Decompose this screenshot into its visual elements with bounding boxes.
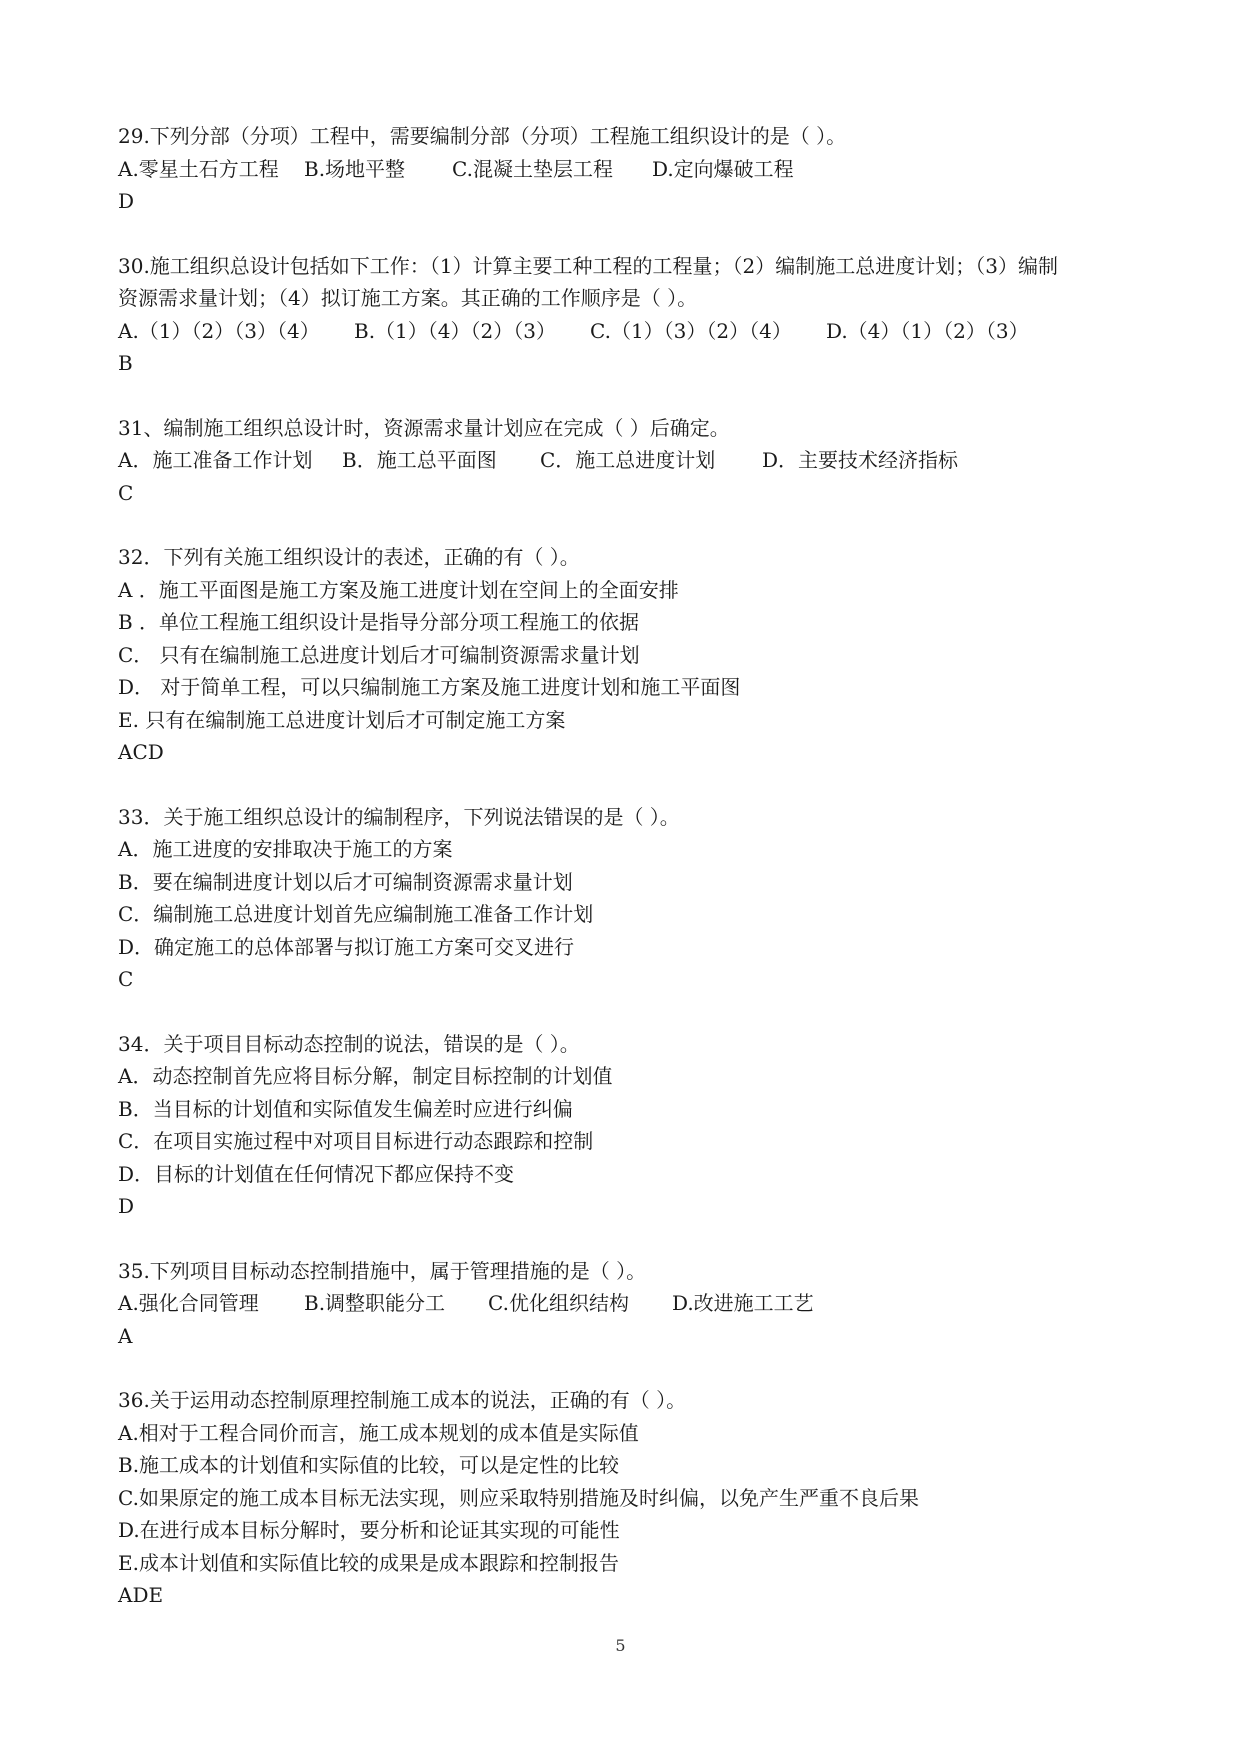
- page-number: 5: [615, 1636, 626, 1655]
- question-stem: 29.下列分部（分项）工程中，需要编制分部（分项）工程施工组织设计的是（ ）。: [118, 124, 847, 148]
- option-a: A.零星土石方工程: [118, 156, 279, 181]
- answer: D: [118, 189, 135, 213]
- question-stem: 35.下列项目目标动态控制措施中，属于管理措施的是（ ）。: [118, 1258, 647, 1283]
- option-a: A.（1）（2）（3）（4）: [118, 318, 320, 343]
- option-a: A.强化合同管理: [118, 1291, 259, 1315]
- question-35: [118, 1255, 1128, 1353]
- question-stem: 32．下列有关施工组织设计的表述，正确的有（ ）。: [118, 545, 580, 569]
- option-c: C.混凝土垫层工程: [452, 156, 613, 181]
- option-c: C．在项目实施过程中对项目目标进行动态跟踪和控制: [118, 1129, 594, 1153]
- option-d: D.改进施工工艺: [672, 1291, 814, 1315]
- option-d: D.（4）（1）（2）（3）: [826, 318, 1029, 343]
- option-d: D.定向爆破工程: [652, 156, 794, 181]
- question-31: [118, 412, 1128, 510]
- option-b: B.（1）（4）（2）（3）: [354, 318, 556, 343]
- answer: B: [118, 351, 133, 375]
- option-d: D.在进行成本目标分解时，要分析和论证其实现的可能性: [118, 1518, 620, 1542]
- option-e: E. 只有在编制施工总进度计划后才可制定施工方案: [118, 707, 566, 732]
- question-stem: 36.关于运用动态控制原理控制施工成本的说法，正确的有（ ）。: [118, 1388, 687, 1412]
- answer: ADE: [118, 1583, 164, 1607]
- option-a: A．动态控制首先应将目标分解，制定目标控制的计划值: [118, 1064, 613, 1088]
- answer: ACD: [118, 740, 164, 764]
- option-b: B ．单位工程施工组织设计是指导分部分项工程施工的依据: [118, 610, 640, 634]
- question-stem-continued: 资源需求量计划；（4）拟订施工方案。其正确的工作顺序是（ ）。: [118, 286, 698, 310]
- option-d: D． 对于简单工程，可以只编制施工方案及施工进度计划和施工平面图: [118, 675, 741, 699]
- option-a: A．施工进度的安排取决于施工的方案: [118, 837, 453, 861]
- question-stem: 30.施工组织总设计包括如下工作：（1）计算主要工种工程的工程量；（2）编制施工总进度计划；（3）编制: [118, 253, 1058, 278]
- option-c: C．施工总进度计划: [540, 448, 716, 472]
- option-b: B．当目标的计划值和实际值发生偏差时应进行纠偏: [118, 1096, 573, 1121]
- option-row: [118, 444, 1128, 477]
- option-row: [118, 315, 1128, 348]
- question-stem: 31、编制施工组织总设计时，资源需求量计划应在完成（ ）后确定。: [118, 415, 730, 440]
- option-b: B．要在编制进度计划以后才可编制资源需求量计划: [118, 869, 573, 894]
- option-c: C.如果原定的施工成本目标无法实现，则应采取特别措施及时纠偏，以免产生严重不良后果: [118, 1485, 919, 1510]
- answer: C: [118, 480, 134, 505]
- option-e: E.成本计划值和实际值比较的成果是成本跟踪和控制报告: [118, 1550, 619, 1575]
- option-c: C．编制施工总进度计划首先应编制施工准备工作计划: [118, 902, 594, 926]
- option-row: [118, 1287, 1128, 1320]
- option-a: A．施工准备工作计划: [118, 448, 313, 472]
- option-d: D．确定施工的总体部署与拟订施工方案可交叉进行: [118, 934, 575, 959]
- document-page: [118, 120, 1128, 1644]
- question-29: [118, 120, 1128, 218]
- option-a: A ．施工平面图是施工方案及施工进度计划在空间上的全面安排: [118, 577, 679, 602]
- question-stem: 33．关于施工组织总设计的编制程序，下列说法错误的是（ ）。: [118, 804, 680, 829]
- question-32: [118, 541, 1128, 769]
- option-d: D．目标的计划值在任何情况下都应保持不变: [118, 1161, 515, 1186]
- option-row: [118, 153, 1128, 186]
- option-b: B.场地平整: [304, 156, 406, 181]
- option-d: D．主要技术经济指标: [762, 448, 959, 472]
- option-b: B．施工总平面图: [342, 448, 497, 472]
- option-c: C． 只有在编制施工总进度计划后才可编制资源需求量计划: [118, 642, 640, 667]
- question-33: [118, 801, 1128, 996]
- question-36: [118, 1384, 1128, 1612]
- option-a: A.相对于工程合同价而言，施工成本规划的成本值是实际值: [118, 1420, 639, 1445]
- question-30: [118, 250, 1128, 380]
- option-b: B.施工成本的计划值和实际值的比较，可以是定性的比较: [118, 1453, 620, 1477]
- option-c: C.（1）（3）（2）（4）: [590, 318, 792, 343]
- answer: A: [118, 1323, 133, 1348]
- answer: D: [118, 1194, 135, 1218]
- question-34: [118, 1028, 1128, 1223]
- question-stem: 34．关于项目目标动态控制的说法，错误的是（ ）。: [118, 1031, 580, 1056]
- answer: C: [118, 967, 134, 991]
- option-b: B.调整职能分工: [304, 1291, 446, 1315]
- option-c: C.优化组织结构: [488, 1291, 629, 1315]
